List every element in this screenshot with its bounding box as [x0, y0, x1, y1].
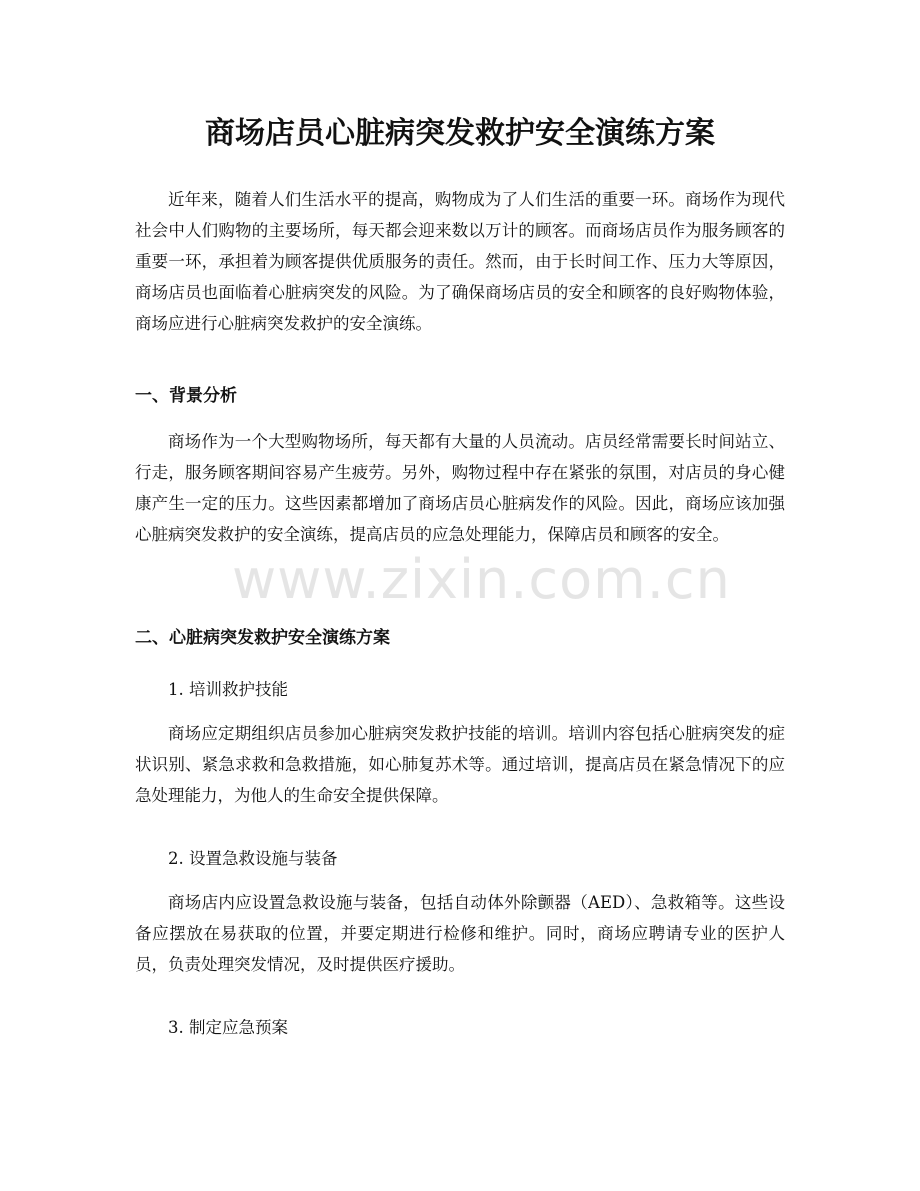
- background-paragraph: 商场作为一个大型购物场所，每天都有大量的人员流动。店员经常需要长时间站立、行走，服务顾客期间容易产生疲劳。另外，购物过程中存在紧张的氛围，对店员的身心健康产生一定的压力。这些因素都增加了商场店员心脏病发作的风险。因此，商场应该加强心脏病突发救护的安全演练，提高店员的应急处理能力，保障店员和顾客的安全。: [135, 432, 785, 544]
- section-heading-background: 一、背景分析: [135, 386, 237, 406]
- intro-paragraph: 近年来，随着人们生活水平的提高，购物成为了人们生活的重要一环。商场作为现代社会中人们购物的主要场所，每天都会迎来数以万计的顾客。而商场店员作为服务顾客的重要一环，承担着为顾客提供优质服务的责任。然而，由于长时间工作、压力大等原因，商场店员也面临着心脏病突发的风险。为了确保商场店员的安全和顾客的良好购物体验，商场应进行心脏病突发救护的安全演练。: [135, 190, 785, 333]
- section-heading-plan: 二、心脏病突发救护安全演练方案: [135, 628, 390, 648]
- subheading-equipment: 2. 设置急救设施与装备: [168, 849, 338, 868]
- page-title: 商场店员心脏病突发救护安全演练方案: [205, 116, 715, 151]
- watermark: www.zixin.com.cn: [232, 548, 731, 611]
- subheading-emergency-plan: 3. 制定应急预案: [168, 1018, 288, 1037]
- training-paragraph: 商场应定期组织店员参加心脏病突发救护技能的培训。培训内容包括心脏病突发的症状识别、紧急求救和急救措施，如心肺复苏术等。通过培训，提高店员在紧急情况下的应急处理能力，为他人的生命安全提供保障。: [135, 724, 785, 805]
- equipment-paragraph: 商场店内应设置急救设施与装备，包括自动体外除颤器（AED）、急救箱等。这些设备应摆放在易获取的位置，并要定期进行检修和维护。同时，商场应聘请专业的医护人员，负责处理突发情况，及时提供医疗援助。: [135, 893, 785, 974]
- subheading-training: 1. 培训救护技能: [168, 680, 288, 699]
